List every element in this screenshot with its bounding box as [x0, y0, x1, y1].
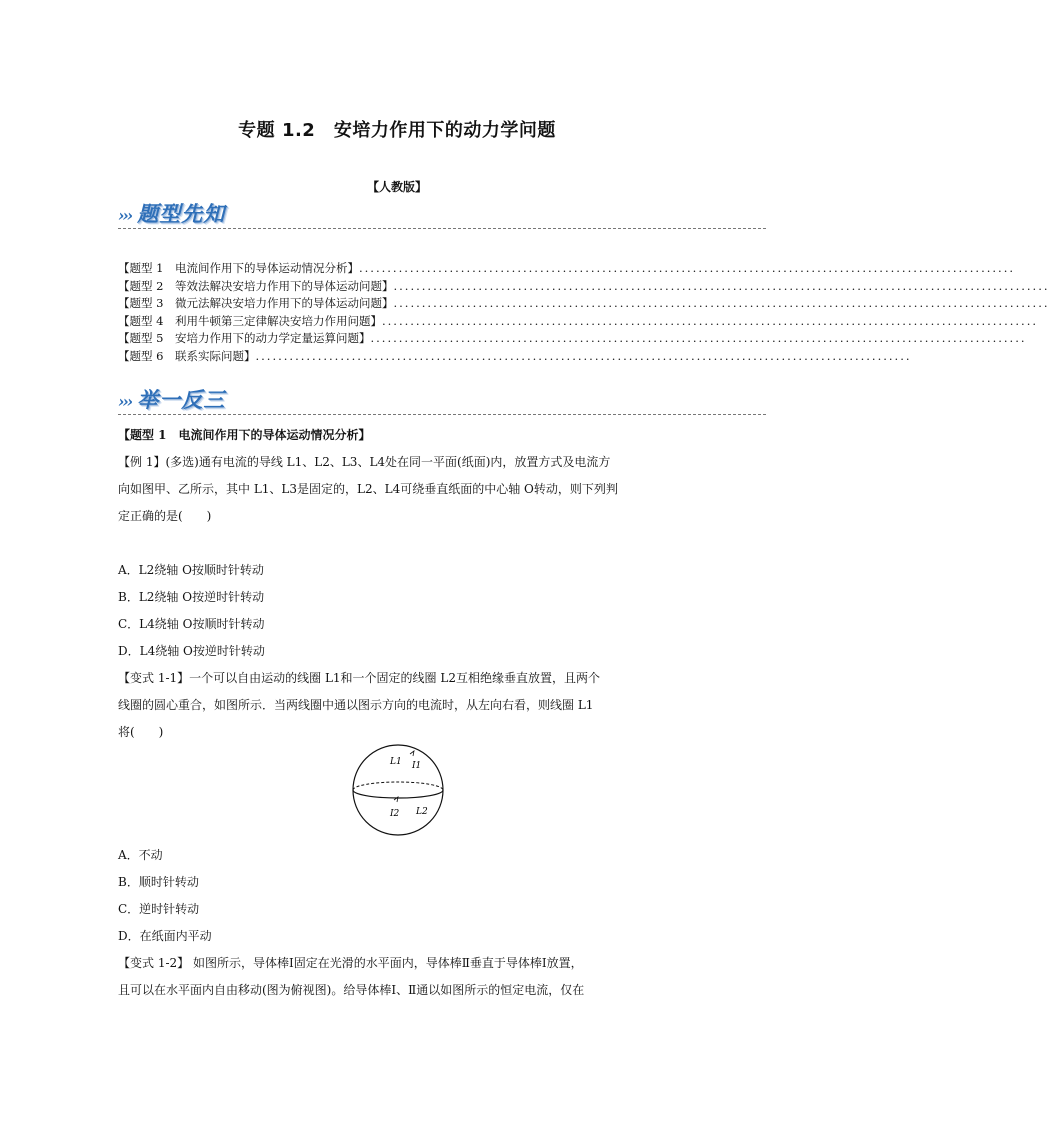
banner-examples	[118, 384, 225, 414]
section-heading: 【题型 1 电流间作用下的导体运动情况分析】	[118, 428, 371, 442]
toc-item[interactable]: 【题型 3 微元法解决安培力作用下的导体运动问题】 ....................................................................................................................	[118, 296, 1050, 310]
variant-1-1-line: 线圈的圆心重合，如图所示．当两线圈中通以图示方向的电流时，从左向右看，则线圈 L1	[118, 698, 594, 712]
option-c[interactable]: C．L4绕轴 O按顺时针转动	[118, 617, 265, 631]
table-of-contents	[118, 260, 1050, 365]
banner-question-types	[118, 198, 225, 228]
label-i1: I1	[412, 761, 422, 771]
toc-item[interactable]: 【题型 6 联系实际问题】 ....................................................................................................................	[118, 348, 912, 363]
page-title: 专题 1.2 安培力作用下的动力学问题	[238, 120, 556, 141]
label-l2: L2	[416, 807, 428, 817]
variant-1-1-line: 【变式 1-1】一个可以自由运动的线圈 L1和一个固定的线圈 L2互相绝缘垂直放置，且两个	[118, 671, 600, 685]
option-b[interactable]: B．顺时针转动	[118, 875, 199, 889]
toc-item[interactable]: 【题型 4 利用牛顿第三定律解决安培力作用问题】 ....................................................................................................................	[118, 313, 1039, 328]
variant-1-1-line: 将( )	[118, 725, 164, 739]
label-i2: I2	[390, 809, 400, 819]
coil-figure	[350, 742, 446, 842]
divider	[118, 414, 766, 415]
variant-1-2-line: 且可以在水平面内自由移动(图为俯视图)。给导体棒Ⅰ、Ⅱ通以如图所示的恒定电流，仅在	[118, 983, 585, 997]
option-c[interactable]: C．逆时针转动	[118, 902, 200, 916]
option-d[interactable]: D．L4绕轴 O按逆时针转动	[118, 644, 265, 658]
variant-1-1-options	[118, 842, 674, 1004]
current-arrow-i1	[410, 751, 414, 756]
example-1-line: 定正确的是( )	[118, 509, 212, 523]
triple-chevron-icon: ›››	[118, 206, 132, 225]
divider	[118, 228, 766, 229]
toc-item[interactable]: 【题型 2 等效法解决安培力作用下的导体运动问题】 ....................................................................................................................	[118, 278, 1050, 293]
edition-label: 【人教版】	[366, 180, 427, 194]
toc-item[interactable]: 【题型 1 电流间作用下的导体运动情况分析】 ....................................................................................................................	[118, 261, 1016, 275]
variant-1-2-line: 【变式 1-2】 如图所示，导体棒Ⅰ固定在光滑的水平面内，导体棒Ⅱ垂直于导体棒Ⅰ放置，	[118, 956, 583, 970]
option-d[interactable]: D．在纸面内平动	[118, 929, 212, 943]
example-1-line: 【例 1】(多选)通有电流的导线 L1、L2、L3、L4处在同一平面(纸面)内，放置方式及电流方	[118, 455, 611, 469]
option-b[interactable]: B．L2绕轴 O按逆时针转动	[118, 590, 265, 604]
coil-diagram	[350, 742, 446, 838]
option-a[interactable]: A．L2绕轴 O按顺时针转动	[118, 563, 264, 577]
banner-title: 题型先知	[137, 202, 226, 226]
label-l1: L1	[390, 757, 402, 767]
example-1-line: 向如图甲、乙所示，其中 L1、L3是固定的，L2、L4可绕垂直纸面的中心轴 O转动，则下列判	[118, 482, 618, 496]
banner-title: 举一反三	[137, 388, 226, 412]
option-a[interactable]: A．不动	[118, 848, 163, 862]
section-1	[118, 422, 674, 746]
toc-item[interactable]: 【题型 5 安培力作用下的动力学定量运算问题】 ....................................................................................................................	[118, 331, 1027, 345]
coil-l1-back	[353, 782, 443, 790]
triple-chevron-icon: ›››	[118, 392, 132, 411]
